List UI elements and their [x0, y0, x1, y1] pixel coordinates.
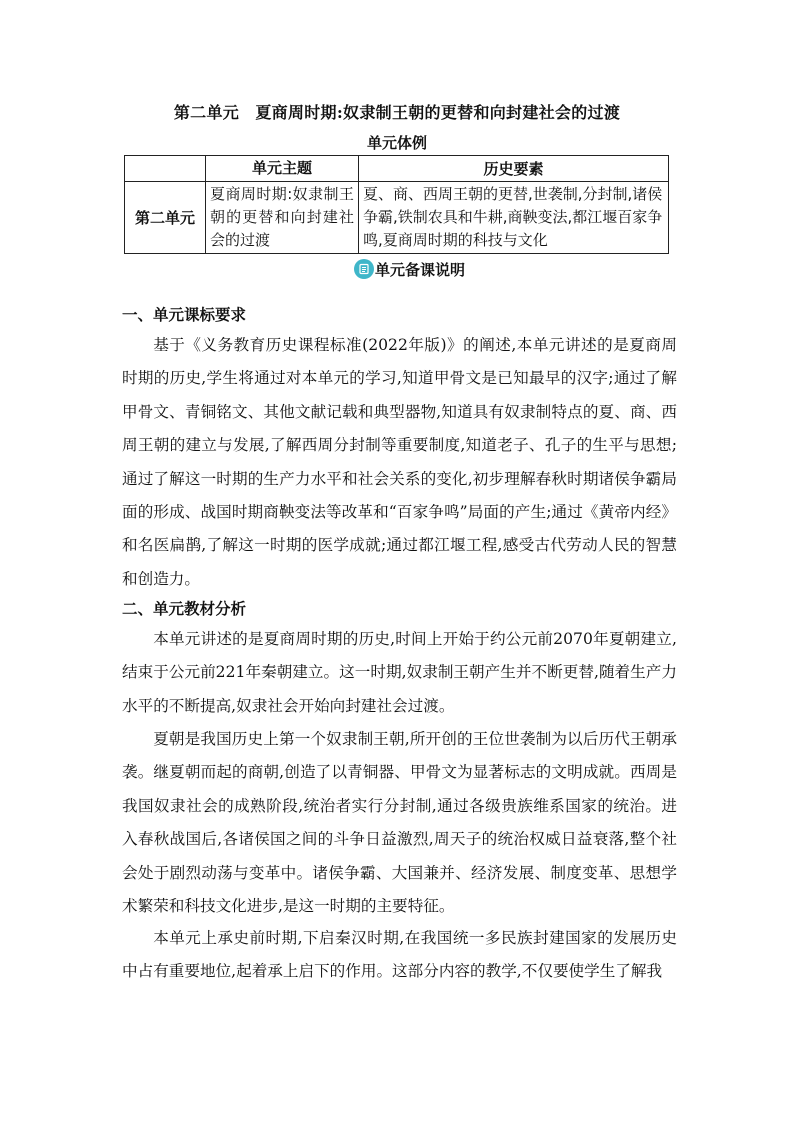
- table-cell-unit: 第二单元: [125, 182, 206, 254]
- paragraph-textbook-2: 夏朝是我国历史上第一个奴隶制王朝,所开创的王位世袭制为以后历代王朝承袭。继夏朝而起的商朝,创造了以青铜器、甲骨文为显著标志的文明成就。西周是我国奴隶社会的成熟阶段,统治者实行分封制,通过各级贵族维系国家的统治。进入春秋战国后,各诸侯国之间的斗争日益激烈,周天子的统治权威日益衰落,整个社会处于剧烈动荡与变革中。诸侯争霸、大国兼并、经济发展、制度变革、思想学术繁荣和科技文化进步,是这一时期的主要特征。: [122, 730, 677, 916]
- table-cell-theme: 夏商周时期:奴隶制王朝的更替和向封建社会的过渡: [206, 182, 359, 254]
- section-heading-textbook: 二、单元教材分析: [122, 599, 247, 618]
- table-caption: 单元体例: [366, 134, 427, 152]
- table-header-blank: [125, 156, 206, 182]
- table-header-row: [125, 156, 669, 182]
- table-header-theme: 单元主题: [206, 156, 359, 182]
- paragraph-textbook-3: 本单元上承史前时期,下启秦汉时期,在我国统一多民族封建国家的发展历史中占有重要地位,起着承上启下的作用。这部分内容的教学,不仅要使学生了解我: [122, 929, 677, 981]
- table-cell-elements: 夏、商、西周王朝的更替,世袭制,分封制,诸侯争霸,铁制农具和牛耕,商鞅变法,都江堰百家争鸣,夏商周时期的科技与文化: [359, 182, 669, 254]
- notepad-icon: [354, 259, 374, 279]
- unit-prep-heading: [354, 257, 465, 281]
- paragraph-textbook-1: 本单元讲述的是夏商周时期的历史,时间上开始于约公元前2070年夏朝建立,结束于公元前221年秦朝建立。这一时期,奴隶制王朝产生并不断更替,随着生产力水平的不断提高,奴隶社会开始向封建社会过渡。: [122, 630, 677, 715]
- table-header-elements: 历史要素: [359, 156, 669, 182]
- page-title: 第二单元 夏商周时期:奴隶制王朝的更替和向封建社会的过渡: [173, 103, 621, 122]
- unit-structure-table: [124, 155, 669, 254]
- table-row: [125, 182, 669, 254]
- section-heading-curriculum: 一、单元课标要求: [122, 305, 247, 324]
- unit-prep-heading-label: 单元备课说明: [375, 260, 466, 279]
- paragraph-curriculum: 基于《义务教育历史课程标准(2022年版)》的阐述,本单元讲述的是夏商周时期的历史,学生将通过对本单元的学习,知道甲骨文是已知最早的汉字;通过了解甲骨文、青铜铭文、其他文献记载和典型器物,知道具有奴隶制特点的夏、商、西周王朝的建立与发展,了解西周分封制等重要制度,知道老子、孔子的生平与思想;通过了解这一时期的生产力水平和社会关系的变化,初步理解春秋时期诸侯争霸局面的形成、战国时期商鞅变法等改革和“百家争鸣”局面的产生;通过《黄帝内经》和名医扁鹊,了解这一时期的医学成就;通过都江堰工程,感受古代劳动人民的智慧和创造力。: [122, 336, 677, 588]
